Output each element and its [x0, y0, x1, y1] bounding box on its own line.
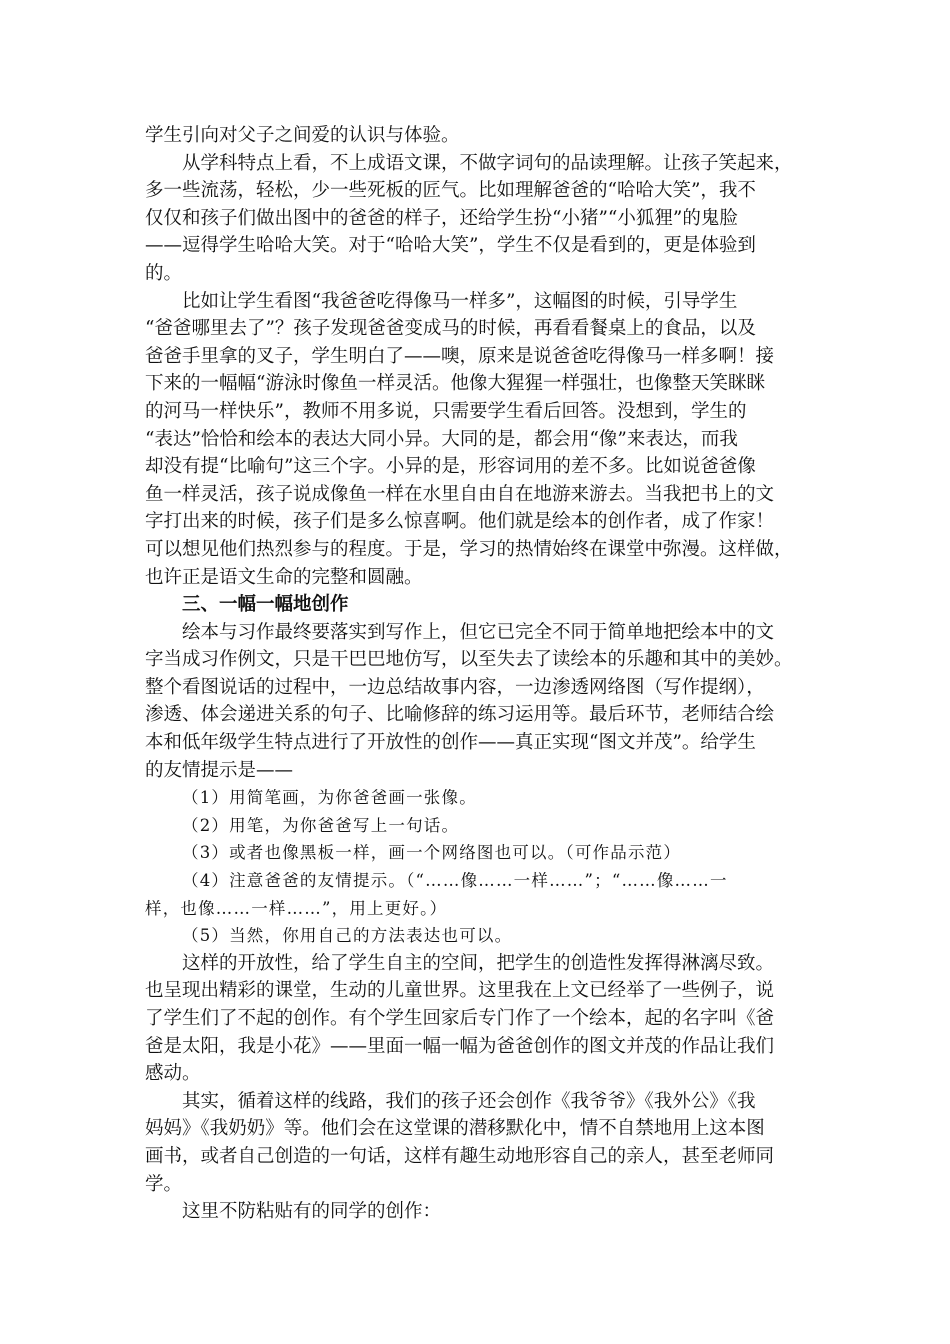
- text-line: 学生引向对父子之间爱的认识与体验。: [145, 125, 460, 146]
- text-line: 字当成习作例文，只是干巴巴地仿写，以至失去了读绘本的乐趣和其中的美妙。: [145, 649, 793, 671]
- paragraph-line: 这样的开放性，给了学生自主的空间，把学生的创造性发挥得淋漓尽致。: [182, 952, 775, 974]
- list-item: （1）用简笔画，为你爸爸画一张像。: [182, 788, 477, 808]
- text-line: 整个看图说话的过程中，一边总结故事内容，一边渗透网络图（写作提纲），: [145, 676, 765, 698]
- paragraph-line: 绘本与习作最终要落实到写作上，但它已完全不同于简单地把绘本中的文: [182, 621, 775, 643]
- text-line: 多一些流荡，轻松，少一些死板的匠气。比如理解爸爸的“哈哈大笑”，我不: [145, 180, 756, 202]
- text-line: ——逗得学生哈哈大笑。对于“哈哈大笑”，学生不仅是看到的，更是体验到: [145, 235, 756, 257]
- list-item: （2）用笔，为你爸爸写上一句话。: [182, 815, 460, 835]
- section-heading: 三、一幅一幅地创作: [182, 594, 349, 616]
- text-line: 妈妈》《我奶奶》等。他们会在这堂课的潜移默化中，情不自禁地用上这本图: [145, 1118, 765, 1140]
- list-item: （4）注意爸爸的友情提示。（“……像……一样……”；“……像……一: [182, 871, 728, 891]
- text-line: 画书，或者自己创造的一句话，这样有趣生动地形容自己的亲人，甚至老师同: [145, 1145, 775, 1167]
- text-line: 本和低年级学生特点进行了开放性的创作——真正实现“图文并茂”。给学生: [145, 732, 756, 754]
- paragraph-line: 从学科特点上看，不上成语文课，不做字词句的品读理解。让孩子笑起来，: [182, 152, 793, 174]
- text-line: 下来的一幅幅“游泳时像鱼一样灵活。他像大猩猩一样强壮，也像整天笑眯眯: [145, 373, 765, 395]
- text-line: 的友情提示是——: [145, 759, 294, 781]
- text-line: 的河马一样快乐”，教师不用多说，只需要学生看后回答。没想到，学生的: [145, 400, 747, 422]
- text-line: 仅仅和孩子们做出图中的爸爸的样子，还给学生扮“小猪”“小狐狸”的鬼脸: [145, 207, 738, 229]
- text-line: “表达”恰恰和绘本的表达大同小异。大同的是，都会用“像”来表达，而我: [145, 428, 738, 450]
- text-line: 了学生们了不起的创作。有个学生回家后专门作了一个绘本，起的名字叫《爸: [145, 1008, 775, 1029]
- text-line: 也呈现出精彩的课堂，生动的儿童世界。这里我在上文已经举了一些例子，说: [145, 980, 775, 1002]
- text-line: 也许正是语文生命的完整和圆融。: [145, 566, 423, 588]
- text-line: 渗透、体会递进关系的句子、比喻修辞的练习运用等。最后环节，老师结合绘: [145, 704, 775, 726]
- text-line: 可以想见他们热烈参与的程度。于是，学习的热情始终在课堂中弥漫。这样做，: [145, 538, 793, 560]
- text-line: 爸是太阳，我是小花》——里面一幅一幅为爸爸创作的图文并茂的作品让我们: [145, 1035, 775, 1057]
- text-line: 的。: [145, 262, 183, 284]
- text-line: “爸爸哪里去了”？孩子发现爸爸变成马的时候，再看看餐桌上的食品，以及: [145, 318, 756, 340]
- text-line: 鱼一样灵活，孩子说成像鱼一样在水里自由自在地游来游去。当我把书上的文: [145, 483, 775, 505]
- paragraph-line: 比如让学生看图“我爸爸吃得像马一样多”，这幅图的时候，引导学生: [182, 290, 738, 312]
- paragraph-line: 这里不防粘贴有的同学的创作：: [182, 1201, 442, 1223]
- document-body: [145, 122, 807, 1226]
- text-line: 感动。: [145, 1063, 201, 1085]
- list-item-continuation: 样，也像……一样……”，用上更好。）: [145, 898, 448, 918]
- text-line: 却没有提“比喻句”这三个字。小异的是，形容词用的差不多。比如说爸爸像: [145, 456, 756, 478]
- text-line: 字打出来的时候，孩子们是多么惊喜啊。他们就是绘本的创作者，成了作家！: [145, 511, 775, 533]
- text-line: 学。: [145, 1173, 183, 1195]
- text-line: 爸爸手里拿的叉子，学生明白了——噢，原来是说爸爸吃得像马一样多啊！接: [145, 345, 775, 367]
- list-item: （5）当然，你用自己的方法表达也可以。: [182, 926, 513, 946]
- list-item: （3）或者也像黑板一样，画一个网络图也可以。（可作品示范）: [182, 843, 682, 863]
- paragraph-line: 其实，循着这样的线路，我们的孩子还会创作《我爷爷》《我外公》《我: [182, 1090, 756, 1112]
